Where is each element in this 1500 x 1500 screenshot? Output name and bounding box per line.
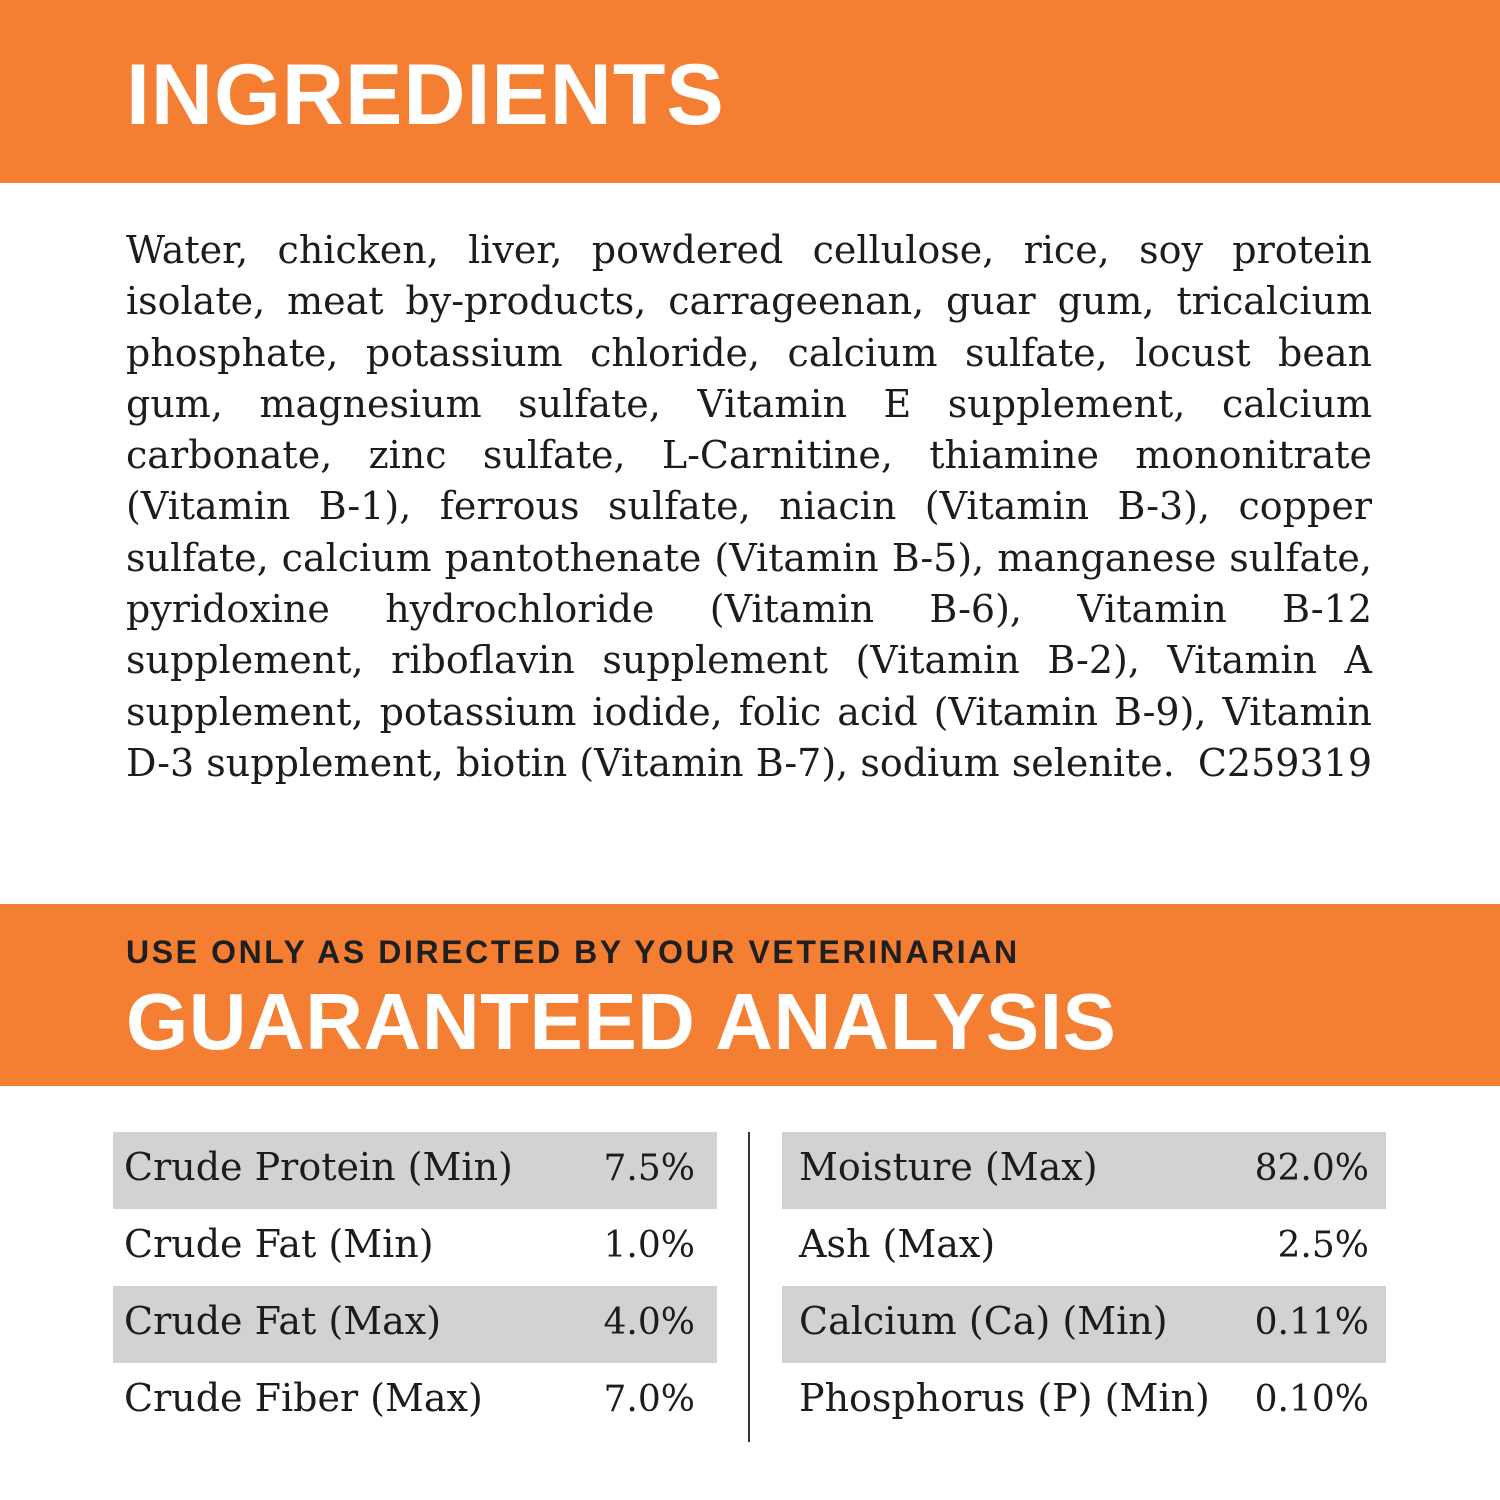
column-divider: [748, 1132, 750, 1442]
guaranteed-analysis-title: GUARANTEED ANALYSIS: [126, 977, 1117, 1066]
nutrient-label: Calcium (Ca) (Min): [799, 1299, 1168, 1343]
analysis-row: [782, 1286, 1386, 1363]
nutrient-label: Crude Fiber (Max): [124, 1376, 483, 1420]
analysis-row: [782, 1132, 1386, 1209]
nutrient-value: 82.0%: [1254, 1148, 1369, 1189]
analysis-row: [782, 1363, 1386, 1440]
analysis-row: [113, 1363, 717, 1440]
nutrient-value: 2.5%: [1277, 1225, 1369, 1266]
nutrient-label: Ash (Max): [799, 1222, 996, 1266]
nutrient-value: 4.0%: [603, 1302, 695, 1343]
nutrient-value: 7.5%: [603, 1148, 695, 1189]
nutrient-value: 1.0%: [603, 1225, 695, 1266]
nutrient-value: 0.10%: [1254, 1379, 1369, 1420]
ingredients-banner: [0, 0, 1500, 183]
veterinarian-directions-note: USE ONLY AS DIRECTED BY YOUR VETERINARIAN: [126, 934, 1020, 970]
analysis-row: [113, 1209, 717, 1286]
product-code: C259319: [1197, 740, 1372, 785]
analysis-row: [113, 1132, 717, 1209]
nutrient-label: Crude Fat (Max): [124, 1299, 442, 1343]
analysis-table-right: [782, 1132, 1386, 1440]
nutrient-label: Moisture (Max): [799, 1145, 1098, 1189]
ingredients-list: [126, 225, 1372, 789]
nutrient-label: Crude Protein (Min): [124, 1145, 513, 1189]
nutrient-value: 7.0%: [603, 1379, 695, 1420]
nutrient-value: 0.11%: [1254, 1302, 1369, 1343]
ingredients-text: Water, chicken, liver, powdered cellulose, rice, soy protein isolate, meat by-products, carrageenan, guar gum, tricalcium phosphate, potassium chloride, calcium sulfate, locust bean gum, magnesium sulfate, Vitamin E supplement, calcium carbonate, zinc sulfate, L-Carnitine, thiamine mononitrate (Vitamin B-1), ferrous sulfate, niacin (Vitamin B-3), copper sulfate, calcium pantothenate (Vitamin B-5), manganese sulfate, pyridoxine hydrochloride (Vitamin B-6), Vitamin B-12 supplement, riboflavin supplement (Vitamin B-2), Vitamin A supplement, potassium iodide, folic acid (Vitamin B-9), Vitamin D-3 supplement, biotin (Vitamin B-7), sodium selenite.: [126, 228, 1372, 785]
analysis-row: [113, 1286, 717, 1363]
analysis-row: [782, 1209, 1386, 1286]
analysis-table-left: [113, 1132, 717, 1440]
ingredients-title: INGREDIENTS: [126, 47, 725, 143]
nutrient-label: Phosphorus (P) (Min): [799, 1376, 1210, 1420]
nutrient-label: Crude Fat (Min): [124, 1222, 434, 1266]
